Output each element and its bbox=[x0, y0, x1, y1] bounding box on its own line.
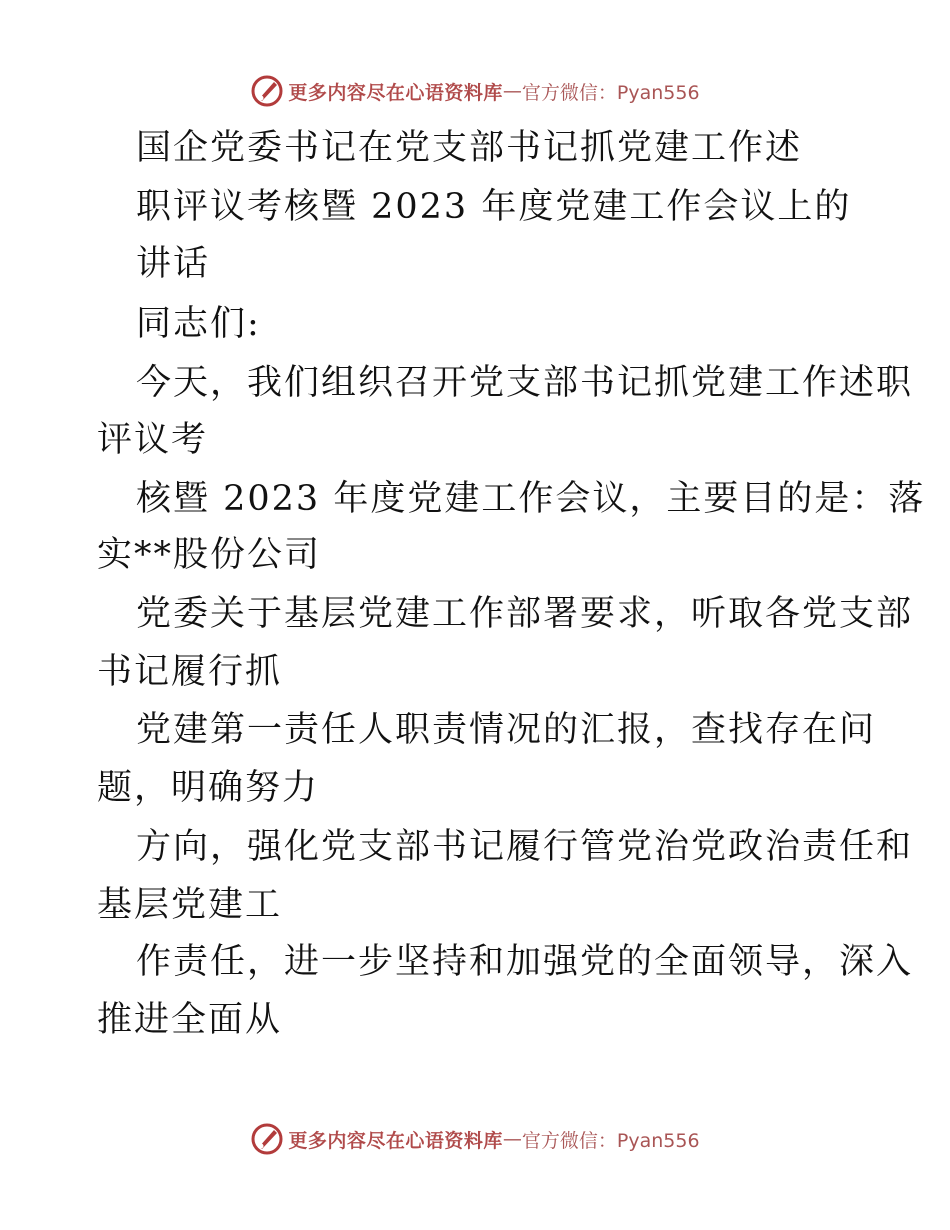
body-line: 党委关于基层党建工作部署要求，听取各党支部 bbox=[136, 594, 914, 634]
brand-logo-icon bbox=[250, 74, 284, 108]
body-line: 书记履行抓 bbox=[97, 652, 283, 692]
title-line-2: 职评议考核暨 2023 年度党建工作会议上的 bbox=[136, 187, 852, 227]
header-watermark bbox=[0, 71, 950, 111]
body-line: 核暨 2023 年度党建工作会议，主要目的是：落 bbox=[136, 479, 926, 519]
body-line: 方向，强化党支部书记履行管党治党政治责任和 bbox=[136, 827, 914, 867]
watermark-brand: 更多内容尽在心语资料库 bbox=[288, 81, 503, 104]
watermark-wechat: 官方微信：Pyan556 bbox=[521, 81, 700, 104]
brand-logo-icon bbox=[250, 1122, 284, 1156]
title-line-3: 讲话 bbox=[136, 244, 211, 284]
body-line: 作责任，进一步坚持和加强党的全面领导，深入 bbox=[136, 942, 914, 982]
body-line: 党建第一责任人职责情况的汇报，查找存在问 bbox=[136, 710, 877, 750]
body-line: 实**股份公司 bbox=[97, 535, 322, 575]
body-line: 今天，我们组织召开党支部书记抓党建工作述职 bbox=[136, 363, 914, 403]
body-line: 题，明确努力 bbox=[97, 768, 320, 808]
watermark-separator: — bbox=[502, 1128, 522, 1150]
watermark-wechat: 官方微信：Pyan556 bbox=[521, 1129, 700, 1152]
body-line: 推进全面从 bbox=[97, 1000, 283, 1040]
body-line: 基层党建工 bbox=[97, 885, 283, 925]
watermark-separator: — bbox=[502, 80, 522, 102]
title-line-1: 国企党委书记在党支部书记抓党建工作述 bbox=[136, 128, 803, 168]
footer-watermark bbox=[0, 1119, 950, 1159]
watermark-brand: 更多内容尽在心语资料库 bbox=[288, 1129, 503, 1152]
greeting: 同志们: bbox=[136, 304, 261, 344]
body-line: 评议考 bbox=[97, 420, 209, 460]
